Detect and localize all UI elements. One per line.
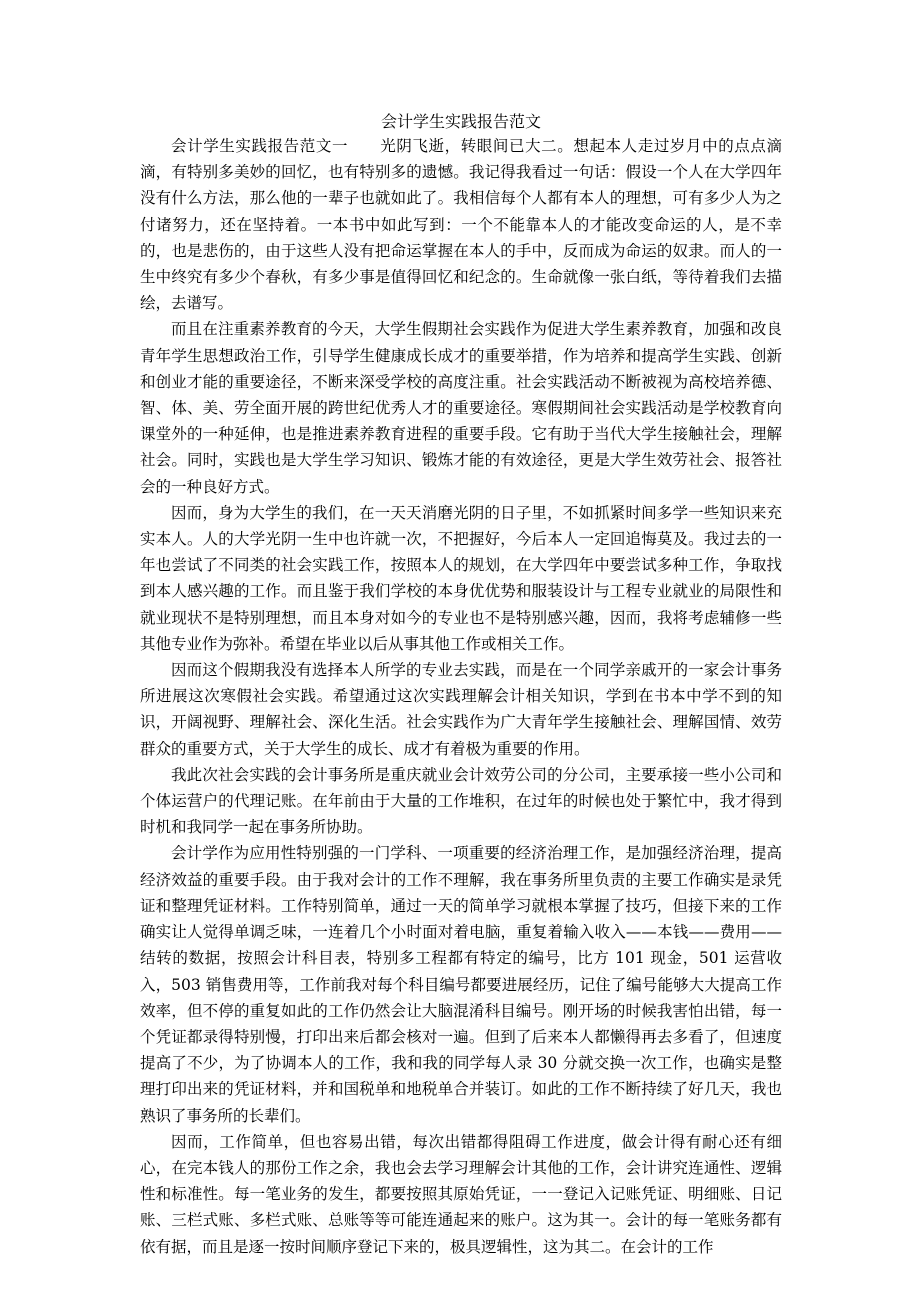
paragraph-2: 而且在注重素养教育的今天，大学生假期社会实践作为促进大学生素养教育，加强和改良青年学生思想政治工作，引导学生健康成长成才的重要举措，作为培养和提高学生实践、创新和创业才能的重要途径，不断来深受学校的高度注重。社会实践活动不断被视为高校培养德、智、体、美、劳全面开展的跨世纪优秀人才的重要途径。寒假期间社会实践活动是学校教育向课堂外的一种延伸，也是推进素养教育进程的重要手段。它有助于当代大学生接触社会，理解社会。同时，实践也是大学生学习知识、锻炼才能的有效途径，更是大学生效劳社会、报答社会的一种良好方式。	[140, 320, 782, 496]
paragraph-3: 因而，身为大学生的我们，在一天天消磨光阴的日子里，不如抓紧时间多学一些知识来充实本人。人的大学光阴一生中也许就一次，不把握好，今后本人一定回追悔莫及。我过去的一年也尝试了不同类的社会实践工作，按照本人的规划，在大学四年中要尝试多种工作，争取找到本人感兴趣的工作。而且鉴于我们学校的本身优优势和服装设计与工程专业就业的局限性和就业现状不是特别理想，而且本身对如今的专业也不是特别感兴趣，因而，我将考虑辅修一些其他专业作为弥补。希望在毕业以后从事其他工作或相关工作。	[140, 503, 782, 653]
paragraph-5: 我此次社会实践的会计事务所是重庆就业会计效劳公司的分公司，主要承接一些小公司和个体运营户的代理记账。在年前由于大量的工作堆积，在过年的时候也处于繁忙中，我才得到时机和我同学一起在事务所协助。	[140, 765, 782, 837]
paragraph-4: 因而这个假期我没有选择本人所学的专业去实践，而是在一个同学亲戚开的一家会计事务所进展这次寒假社会实践。希望通过这次实践理解会计相关知识，学到在书本中学不到的知识，开阔视野、理解社会、深化生活。社会实践作为广大青年学生接触社会、理解国情、效劳群众的重要方式，关于大学生的成长、成才有着极为重要的作用。	[140, 661, 782, 758]
paragraph-7: 因而，工作简单，但也容易出错，每次出错都得阻碍工作进度，做会计得有耐心还有细心，在完本钱人的那份工作之余，我也会去学习理解会计其他的工作，会计讲究连通性、逻辑性和标准性。每一笔业务的发生，都要按照其原始凭证，一一登记入记账凭证、明细账、日记账、三栏式账、多栏式账、总账等等可能连通起来的账户。这为其一。会计的每一笔账务都有依有据，而且是逐一按时间顺序登记下来的，极具逻辑性，这为其二。在会计的工作	[140, 1132, 782, 1256]
paragraph-1: 会计学生实践报告范文一 光阴飞逝，转眼间已大二。想起本人走过岁月中的点点滴滴，有特别多美妙的回忆，也有特别多的遗憾。我记得我看过一句话：假设一个人在大学四年没有什么方法，那么他的一辈子也就如此了。我相信每个人都有本人的理想，可有多少人为之付诸努力，还在坚持着。一本书中如此写到：一个不能靠本人的才能改变命运的人，是不幸的，也是悲伤的，由于这些人没有把命运掌握在本人的手中，反而成为命运的奴隶。而人的一生中终究有多少个春秋，有多少事是值得回忆和纪念的。生命就像一张白纸，等待着我们去描绘，去谱写。	[140, 137, 782, 313]
document-page	[140, 112, 782, 1260]
page-title: 会计学生实践报告范文	[380, 112, 541, 131]
paragraph-6: 会计学作为应用性特别强的一门学科、一项重要的经济治理工作，是加强经济治理，提高经济效益的重要手段。由于我对会计的工作不理解，我在事务所里负责的主要工作确实是录凭证和整理凭证材料。工作特别简单，通过一天的简单学习就根本掌握了技巧，但接下来的工作确实让人觉得单调乏味，一连着几个小时面对着电脑，重复着输入收入——本钱——费用——结转的数据，按照会计科目表，特别多工程都有特定的编号，比方 101 现金，501 运营收入，503 销售费用等，工作前我对每个科目编号都要进展经历，记住了编号能够大大提高工作效率，但不停的重复如此的工作仍然会让大脑混淆科目编号。刚开场的时候我害怕出错，每一个凭证都录得特别慢，打印出来后都会核对一遍。但到了后来本人都懒得再去多看了，但速度提高了不少，为了协调本人的工作，我和我的同学每人录 30 分就交换一次工作，也确实是整理打印出来的凭证材料，并和国税单和地税单合并装订。如此的工作不断持续了好几天，我也熟识了事务所的长辈们。	[140, 844, 782, 1125]
